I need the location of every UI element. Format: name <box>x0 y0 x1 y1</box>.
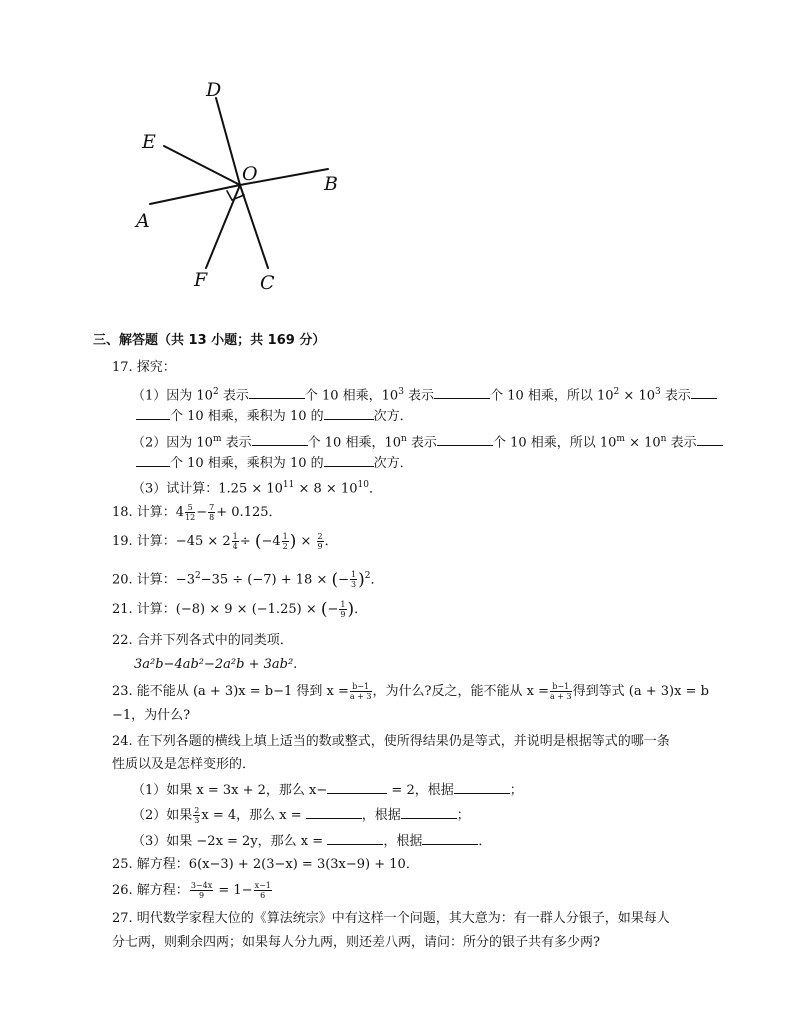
label-A: A <box>136 210 150 232</box>
q24-blank-2[interactable] <box>454 780 510 794</box>
angle-figure <box>120 70 360 300</box>
fraction: $\frac{b-1}{a + 3}$ <box>349 682 372 701</box>
q17-blank-3a[interactable] <box>691 385 717 399</box>
q17-blank-3b[interactable] <box>136 406 170 420</box>
ray-OD <box>216 98 240 185</box>
q24-part3: （3）如果 −2x = 2y，那么 x = ，根据 ． <box>132 831 491 851</box>
label-O: O <box>242 163 258 185</box>
q27-line1: 27. 明代数学家程大位的《算法统宗》中有这样一个问题，其大意为：有一群人分银子，如果每人 <box>112 911 670 926</box>
label-D: D <box>206 79 222 101</box>
q17-blank-1[interactable] <box>249 385 305 399</box>
q17-blank-4[interactable] <box>324 406 374 420</box>
ray-OE <box>164 146 240 185</box>
q17-part2-cont: 个 10 相乘，乘积为 10 的 次方． <box>136 453 413 473</box>
q24-head1: 24. 在下列各题的横线上填上适当的数或整式，使所得结果仍是等式，并说明是根据等式的哪一条 <box>112 734 670 749</box>
q17-blank-6[interactable] <box>437 432 493 446</box>
q20-line: 20. 计算：$-3^2-35 \div (-7) + 18$ × (− $\frac{1}{3}$ )$^2$． <box>112 569 384 590</box>
q17-part1-cont: 个 10 相乘，乘积为 10 的 次方． <box>136 406 413 426</box>
label-C: C <box>260 272 275 294</box>
q17-part2-line: （2）因为 10$^m$ 表示 个 10 相乘，10$^n$ 表示 个 10 相乘，所以 $10^m \times 10^n$ 表示 <box>132 430 723 452</box>
q17-part1-line: （1）因为 $10^2$ 表示 个 10 相乘，$10^3$ 表示 个 10 相乘，所以 $10^2 \times 10^3$ 表示 <box>132 383 717 405</box>
q23-line2: −1，为什么? <box>112 708 191 723</box>
ray-OF <box>206 185 240 268</box>
label-E: E <box>142 131 156 153</box>
q24-blank-5[interactable] <box>327 831 383 845</box>
q24-blank-6[interactable] <box>422 831 478 845</box>
angle-diagram <box>120 70 360 300</box>
q17-blank-8[interactable] <box>324 453 374 467</box>
fraction: $\frac{1}{4}$ <box>232 532 238 551</box>
q23-line1: 23. 能不能从 (a + 3)x = b−1 得到 x = $\frac{b-1}{a + 3}$ ，为什么?反之，能不能从 x = $\frac{b-1}{a + 3}$ 得到等式 (a + 3)x = b <box>112 682 709 701</box>
q22-head: 22. 合并下列各式中的同类项． <box>112 633 293 648</box>
q19-line: 19. 计算：−45 × 2 $\frac{1}{4}$ ÷ (−4 $\frac{1}{2}$ ) × $\frac{2}{9}$ ． <box>112 531 338 552</box>
fraction: $\frac{x-1}{6}$ <box>254 881 271 900</box>
fraction: $\frac{1}{9}$ <box>340 600 346 619</box>
fraction: $\frac{5}{12}$ <box>185 503 196 522</box>
q26-line: 26. 解方程： $\frac{3-4x}{9}$ = 1− $\frac{x-1}{6}$ <box>112 881 271 900</box>
q17-blank-7b[interactable] <box>136 453 170 467</box>
q24-head2: 性质以及是怎样变形的． <box>112 757 256 772</box>
q17-blank-2[interactable] <box>434 385 490 399</box>
q24-part1: （1）如果 x = 3x + 2，那么 x− = 2，根据 ； <box>132 780 523 800</box>
fraction: $\frac{7}{8}$ <box>209 503 215 522</box>
q24-blank-4[interactable] <box>401 805 457 819</box>
q17-part3-line: （3）试计算：$1.25 \times 10^{11} \times 8 \times 10^{10}$． <box>132 480 382 497</box>
fraction: $\frac{2}{9}$ <box>317 532 323 551</box>
fraction: $\frac{1}{3}$ <box>351 570 357 590</box>
q25-line: 25. 解方程：6(x−3) + 2(3−x) = 3(3x−9) + 10． <box>112 857 419 872</box>
ray-OA <box>150 185 240 204</box>
label-F: F <box>194 269 208 291</box>
q17-blank-5[interactable] <box>252 432 308 446</box>
q17-blank-7a[interactable] <box>697 432 723 446</box>
q24-part2: （2）如果 $\frac{2}{3}$ x = 4，那么 x = ，根据 ； <box>132 806 470 825</box>
fraction: $\frac{b-1}{a + 3}$ <box>549 682 572 701</box>
q24-blank-1[interactable] <box>327 780 387 794</box>
q24-blank-3[interactable] <box>306 805 362 819</box>
q22-expression: 3a²b−4ab²−2a²b + 3ab². <box>134 657 298 672</box>
q27-line2: 分七两，则剩余四两；如果每人分九两，则还差八两，请问：所分的银子共有多少两? <box>112 935 600 950</box>
q21-line: 21. 计算：(−8) × 9 × (−1.25) × (− $\frac{1}{9}$ )． <box>112 599 368 620</box>
section-title: 三、解答题（共 13 小题；共 169 分） <box>93 333 326 348</box>
fraction: $\frac{1}{2}$ <box>282 532 288 551</box>
ray-OC <box>240 185 268 268</box>
q18-line: 18. 计算：4 $\frac{5}{12}$ − $\frac{7}{8}$ + 0.125． <box>112 503 282 522</box>
fraction: $\frac{2}{3}$ <box>194 806 200 825</box>
q17-head: 17. 探究： <box>112 360 176 375</box>
fraction: $\frac{3-4x}{9}$ <box>190 881 213 900</box>
label-B: B <box>324 173 338 195</box>
